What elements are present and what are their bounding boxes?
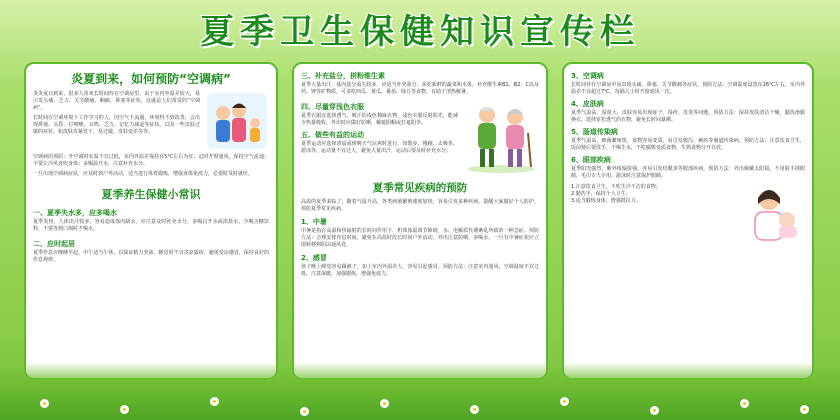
flower-icon [210, 397, 219, 406]
disease-title: 2、感冒 [301, 254, 327, 262]
section-title: 五、做些有益的运动 [301, 131, 364, 139]
tip-text: 夏季作息应晚睡早起，中午适当午休，以保证精力充沛。睡觉时不宜贪凉露宿，避免受凉感冒，保持良好的作息规律。 [33, 250, 269, 263]
nurse-baby-icon [743, 184, 805, 242]
tip-title: 二、应时起居 [33, 240, 75, 248]
flower-icon [470, 405, 479, 414]
disease-text: 中暑是指在高温和热辐射的长时间作用下，机体体温调节障碍，水、电解质代谢紊乱所致的一种急症。预防方法：合理安排作息时间，避免在高温时段长时间户外活动，外出注意防晒，多喝水，一旦有中暑症状应立即转移到阴凉通风处。 [301, 228, 539, 248]
section-text: 夏季衣服宜选择透气、吸汗的浅色棉麻衣物，浅色衣服反射阳光，能减少热量吸收，外出时应做好防晒，戴遮阳帽或打遮阳伞。 [301, 113, 458, 126]
prevention-paragraph: 空调病的预防：开空调时室温不宜过低，室内外温差保持在5℃左右为宜；定时开窗通风，保持空气流通；不要让冷风直吹身体；多喝温开水，注意补充水分。 [33, 154, 269, 167]
flower-icon [740, 399, 749, 408]
air-conditioning-heading: 炎夏到来，如何预防“空调病” [71, 72, 231, 86]
flower-icon [40, 399, 49, 408]
intro-paragraph: 长时间在空调环境下工作学习的人，因空气不流通，环境得不到改善，会出现鼻塞、头昏、打喷嚏、耳鸣、乏力、记忆力减退等症状。以及一些皮肤过敏的症状，如皮肤发紧发干、易过敏、皮肤变差等等。 [33, 115, 200, 135]
diseases-intro: 高温的夏季来临了，随着气温升高，各类病菌繁殖速度加快，容易引发多种疾病，提醒大家做好个人防护，预防夏季常见疾病。 [301, 199, 539, 212]
diseases-heading: 夏季常见疾病的预防 [372, 181, 468, 194]
tip-line: 3.适当锻炼身体，增强抵抗力。 [571, 198, 641, 204]
elderly-couple-icon [463, 99, 539, 173]
panel-middle [292, 62, 548, 380]
section-title: 三、补充盐分，拼粉维生素 [301, 72, 385, 80]
health-tips-banner [47, 186, 255, 202]
section-title: 4、皮肤病 [571, 100, 604, 108]
disease-text: 孩子晚上睡觉容易踢被子，加上室内外温差大，容易引起感冒。预防方法：注意室内通风，空调温度不宜过低，注意保暖，加强锻炼，增强免疫力。 [301, 264, 539, 277]
section-text: 夏季阳光强烈，紫外线辐射强，容易引发结膜炎等眼部疾病。预防方法：外出佩戴太阳镜，不用脏手揉眼睛，毛巾专人专用，游泳时注意保护眼睛。 [571, 166, 805, 179]
section-title: 3、空调病 [571, 72, 604, 80]
elderly-couple-illustration [463, 99, 539, 173]
section-title: 5、肠道传染病 [571, 128, 618, 136]
section-text: 夏季气温高、湿度大，皮肤容易出现痱子、湿疹、皮炎等问题。预防方法：保持皮肤清洁干燥，勤洗澡勤换衣，选择宽松透气的衣物，避免长时间暴晒。 [571, 110, 805, 123]
panel-right-content [564, 64, 812, 246]
intro-paragraph: 炎炎夏日到来，很多人喜欢长时间待在空调房里，由于室内外温差较大，易引发头痛、乏力、关节酸痛、咽痛、鼻塞等症状，这就是人们常说的“空调病”。 [33, 91, 200, 111]
section-text: 夏季大量出汗，体内盐分流失较多，应适当补充盐分，多吃新鲜的蔬菜和水果，补充维生素B1、B2、C以及钙、钾等矿物质，可多吃西瓜、黄瓜、番茄、绿豆等食物，有助于清热解暑。 [301, 82, 539, 95]
diseases-banner [320, 179, 520, 195]
clothing-exercise-text [301, 99, 458, 173]
tips-row [571, 184, 805, 242]
section-text: 夏季运动应选择清晨或傍晚天气凉爽时进行，如散步、慢跑、太极拳、游泳等，运动量不宜过大，避免大量出汗，运动后要及时补充水分。 [301, 141, 458, 154]
flower-icon [300, 407, 309, 416]
flower-icon [650, 406, 659, 415]
panel-left-content [26, 64, 276, 268]
flower-icon [120, 405, 129, 414]
tips-list [571, 184, 738, 242]
advice-paragraph: 一旦出现空调病症状，应及时到户外活动，适当进行体育锻炼，增强身体免疫力，必要时及时就医。 [33, 171, 254, 177]
tip-line: 2.勤洗手，保持个人卫生； [571, 191, 631, 197]
tip-text: 夏季炎热，人体出汗较多，容易造成体内缺水。应注意及时补充水分，多喝白开水或淡盐水，少喝含糖饮料，不要等到口渴时才喝水。 [33, 219, 269, 232]
family-illustration [205, 91, 269, 151]
section-text: 夏季气温高，细菌繁殖快，食物容易变质，易引发腹泻、痢疾等肠道传染病。预防方法：注意饮食卫生，饭前便后要洗手，不喝生水，不吃腐败变质食物，生熟食物分开存放。 [571, 138, 805, 151]
section-text: 长时间待在空调房中易出现头痛、鼻塞、关节酸痛等症状。预防方法：空调温度设置在26℃左右，室内外温差不宜超过7℃，每隔几小时开窗通风一次。 [571, 82, 805, 95]
page-title: 夏季卫生保健知识宣传栏 [200, 12, 640, 52]
flower-icon [800, 405, 809, 414]
intro-text [33, 91, 200, 151]
section-title: 6、眼部疾病 [571, 156, 611, 164]
intro-row [33, 91, 269, 151]
tip-title: 一、夏季失水多，应多喝水 [33, 209, 117, 217]
nurse-baby-illustration [743, 184, 805, 242]
tip-line: 1.注意饮食卫生，不吃生冷不洁的食物； [571, 184, 661, 190]
flower-icon [380, 399, 389, 408]
flower-icon [560, 397, 569, 406]
family-icon [205, 91, 269, 151]
panel-middle-content [294, 64, 546, 282]
section-title: 四、尽量穿浅色衣服 [301, 103, 364, 111]
health-tips-heading: 夏季养生保健小常识 [101, 188, 201, 201]
disease-title: 1、中暑 [301, 218, 327, 226]
panel-right [562, 62, 814, 380]
panel-left [24, 62, 278, 380]
clothing-exercise-row [301, 99, 539, 173]
